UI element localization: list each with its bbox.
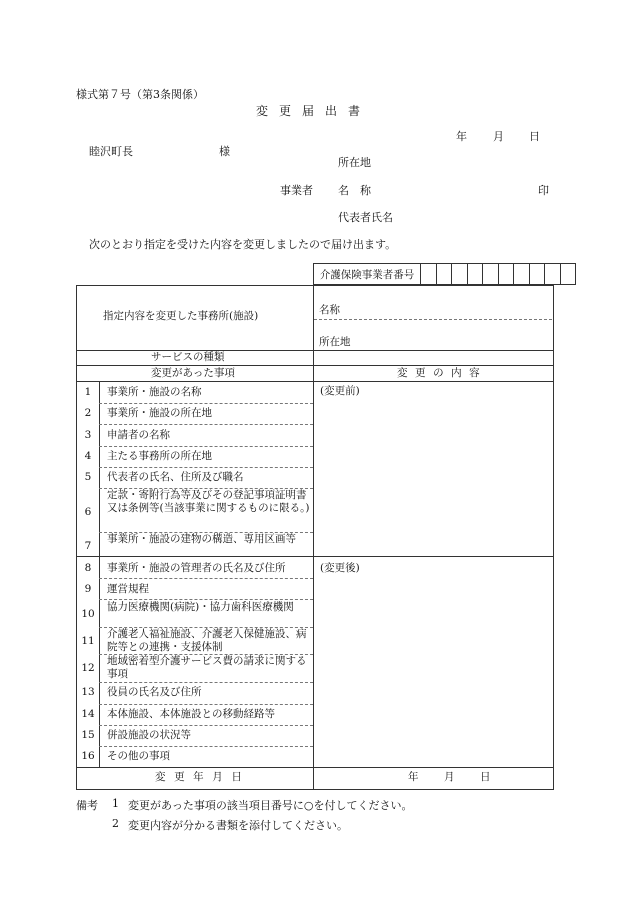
item-number[interactable]: 3 — [84, 429, 92, 441]
note-number: 2 — [112, 817, 119, 830]
item-number[interactable]: 4 — [84, 450, 92, 462]
list-item: 本体施設、本体施設との移動経路等 — [107, 708, 275, 720]
after-label: (変更後) — [320, 562, 360, 574]
item-number[interactable]: 6 — [84, 506, 92, 518]
date-year-label: 年 — [456, 130, 467, 143]
insurance-number-box[interactable] — [545, 264, 561, 285]
insurance-number-box[interactable] — [514, 264, 530, 285]
change-date-year[interactable]: 年 — [408, 771, 419, 783]
change-date-month[interactable]: 月 — [444, 771, 455, 783]
change-date-label: 変 更 年 月 日 — [155, 771, 245, 783]
list-item: 役員の氏名及び住所 — [107, 686, 202, 698]
notes-label: 備考 — [76, 799, 98, 812]
list-item: 定款・寄附行為等及びその登記事項証明書又は条例等(当該事業に関するものに限る。) — [107, 489, 310, 514]
list-item: 運営規程 — [107, 583, 149, 595]
name-label: 名 称 — [338, 184, 371, 197]
insurance-number-box[interactable] — [421, 264, 437, 285]
addressee-honorific: 様 — [219, 145, 230, 158]
list-item: 地域密着型介護サービス費の請求に関する事項 — [107, 655, 307, 680]
list-item: 事業所・施設の名称 — [107, 386, 202, 398]
insurance-number-table — [313, 263, 576, 285]
changed-items-header: 変更があった事項 — [151, 367, 235, 379]
service-type-label: サービスの種類 — [151, 351, 225, 363]
change-form-table — [76, 285, 554, 790]
list-item: 介護老人福祉施設、介護老人保健施設、病院等との連携・支援体制 — [107, 628, 307, 653]
change-content-header: 変 更 の 内 容 — [397, 367, 482, 379]
addressee: 睦沢町長 — [89, 145, 133, 158]
date-month-label: 月 — [493, 130, 504, 143]
change-date-day[interactable]: 日 — [480, 771, 491, 783]
list-item: 主たる事務所の所在地 — [107, 450, 212, 462]
list-item: 事業所・施設の建物の構造、専用区画等 — [107, 533, 296, 545]
seal-mark: 印 — [538, 184, 549, 197]
applicant-label: 事業者 — [280, 184, 313, 197]
insurance-number-label: 介護保険事業者番号 — [314, 264, 421, 285]
item-number[interactable]: 7 — [84, 540, 92, 552]
list-item: その他の事項 — [107, 750, 170, 762]
item-number[interactable]: 8 — [84, 562, 92, 574]
insurance-number-box[interactable] — [498, 264, 514, 285]
item-number[interactable]: 13 — [81, 686, 95, 698]
item-number[interactable]: 1 — [84, 386, 92, 398]
before-label: (変更前) — [320, 385, 360, 397]
form-number: 様式第７号（第3条関係） — [76, 88, 204, 101]
list-item: 申請者の名称 — [107, 429, 170, 441]
office-name-label: 名称 — [319, 304, 340, 316]
office-address-label: 所在地 — [319, 336, 351, 348]
item-number[interactable]: 11 — [81, 635, 95, 647]
form-title: 変 更 届 出 書 — [256, 104, 364, 118]
item-number[interactable]: 10 — [81, 608, 95, 620]
address-label: 所在地 — [338, 156, 371, 169]
item-number[interactable]: 16 — [81, 750, 95, 762]
item-number[interactable]: 2 — [84, 407, 92, 419]
item-number[interactable]: 5 — [84, 471, 92, 483]
list-item: 事業所・施設の管理者の氏名及び住所 — [107, 562, 286, 574]
list-item: 事業所・施設の所在地 — [107, 407, 212, 419]
item-number[interactable]: 15 — [81, 729, 95, 741]
insurance-number-box[interactable] — [529, 264, 545, 285]
list-item: 協力医療機関(病院)・協力歯科医療機関 — [107, 601, 294, 613]
item-number[interactable]: 14 — [81, 708, 95, 720]
date-day-label: 日 — [529, 130, 540, 143]
insurance-number-box[interactable] — [560, 264, 576, 285]
insurance-number-box[interactable] — [483, 264, 499, 285]
item-number[interactable]: 9 — [84, 583, 92, 595]
insurance-number-box[interactable] — [436, 264, 452, 285]
statement: 次のとおり指定を受けた内容を変更しましたので届け出ます。 — [89, 238, 397, 251]
insurance-number-box[interactable] — [452, 264, 468, 285]
list-item: 代表者の氏名、住所及び職名 — [107, 471, 244, 483]
representative-label: 代表者氏名 — [338, 211, 393, 224]
note-number: 1 — [112, 797, 119, 810]
note-text: 変更があった事項の該当項目番号に○を付してください。 — [128, 799, 413, 812]
insurance-number-box[interactable] — [467, 264, 483, 285]
note-text: 変更内容が分かる書類を添付してください。 — [128, 819, 348, 832]
list-item: 併設施設の状況等 — [107, 729, 191, 741]
item-number[interactable]: 12 — [81, 662, 95, 674]
office-label: 指定内容を変更した事務所(施設) — [103, 310, 259, 322]
